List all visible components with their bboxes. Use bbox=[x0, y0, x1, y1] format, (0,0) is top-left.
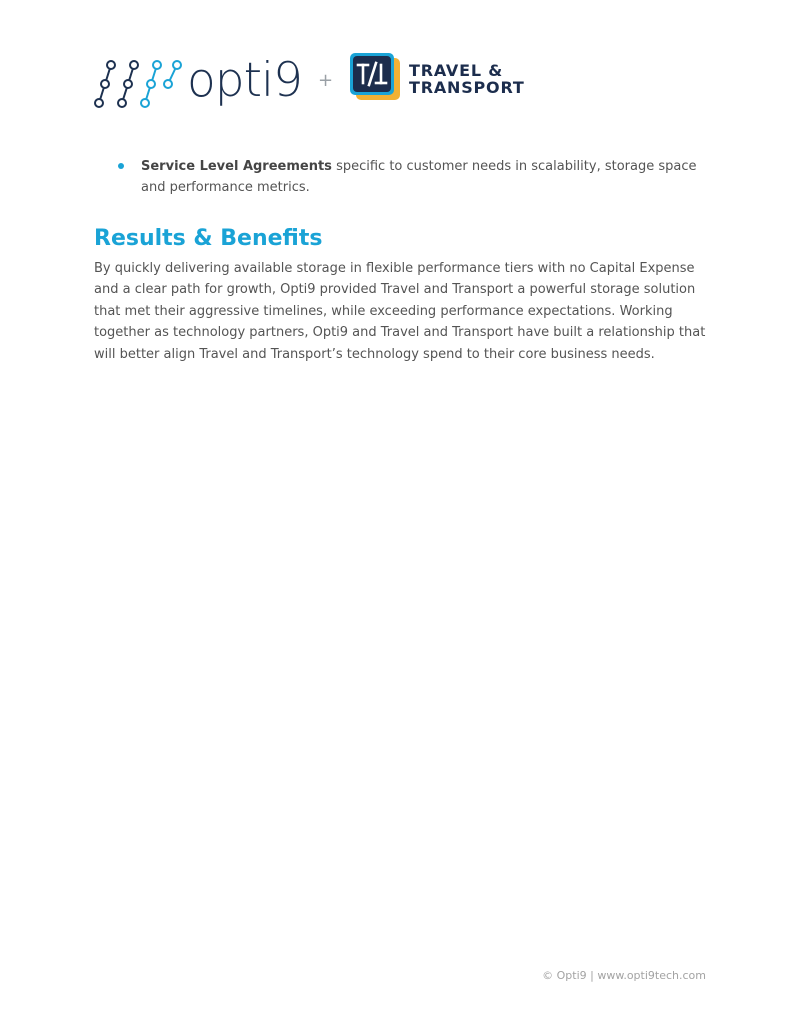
travel-transport-wordmark bbox=[409, 62, 525, 96]
bullet-icon bbox=[118, 163, 124, 169]
tt-name-line2: TRANSPORT bbox=[409, 78, 525, 97]
results-paragraph: By quickly delivering available storage in flexible performance tiers with no Capital Expense and a clear path for growth, Opti9 provided Travel and Transport a powerful storage solution that met their aggressive timelines, while exceeding performance expectations. Working together as technology partners, Opti9 and Travel and Transport have built a relationship that will better align Travel and Transport’s technology spend to their core business needs. bbox=[94, 261, 706, 362]
opti9-wordmark: opti9 bbox=[187, 53, 302, 108]
tt-name-line1: TRAVEL & bbox=[409, 61, 503, 80]
travel-transport-logo-icon bbox=[350, 53, 402, 101]
plus-sign: + bbox=[318, 70, 334, 91]
section-title: Results & Benefits bbox=[94, 226, 323, 251]
opti9-logo-mark bbox=[94, 54, 184, 110]
bullet-text: specific to customer needs in scalability, storage space and performance metrics. bbox=[141, 159, 697, 195]
page-header bbox=[94, 50, 534, 114]
list-item bbox=[94, 156, 714, 198]
main-content bbox=[94, 156, 714, 365]
bullet-strong-text: Service Level Agreements bbox=[141, 159, 332, 174]
page-footer: © Opti9 | www.opti9tech.com bbox=[542, 969, 706, 982]
